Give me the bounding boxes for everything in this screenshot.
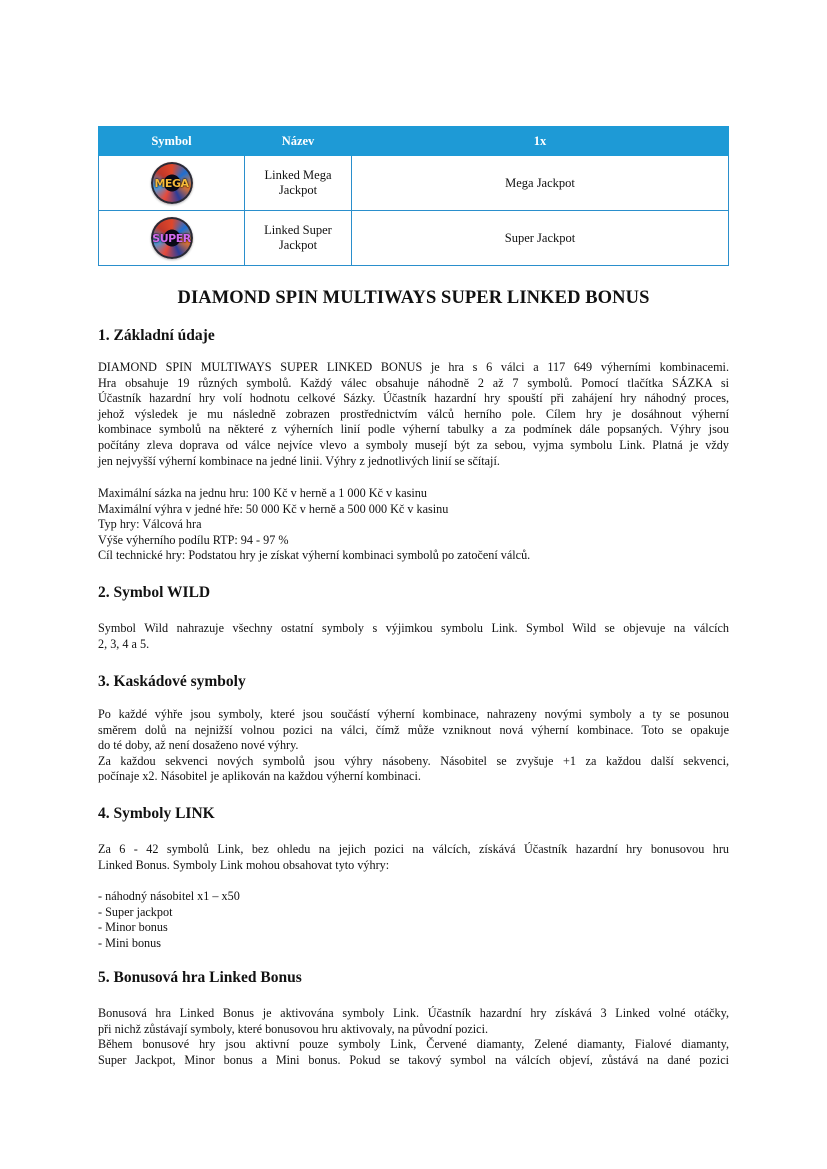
text-line: Za každou sekvenci nových symbolů jsou výhry násobeny. Násobitel se zvyšuje +1 za každou další sekvenci,	[98, 753, 729, 768]
document-title: DIAMOND SPIN MULTIWAYS SUPER LINKED BONUS	[177, 288, 650, 308]
super-jackpot-icon	[151, 217, 193, 259]
name-line: Jackpot	[278, 183, 318, 197]
text-line: počítány zleva doprava od válce nejvíce vlevo a symboly musejí být za sebou, vyjma symbolu Link. Platná je vždy	[98, 437, 729, 452]
text-line: Za 6 - 42 symbolů Link, bez ohledu na jejich pozici na válcích, získává Účastník hazardní hry bonusovou hru	[98, 842, 729, 856]
text-line: Bonusová hra Linked Bonus je aktivována symboly Link. Účastník hazardní hry získává 3 Linked volné otáčky,	[98, 1006, 729, 1020]
table-header-row	[99, 127, 729, 156]
symbol-cell	[99, 211, 245, 266]
info-line: Typ hry: Válcová hra	[98, 517, 202, 532]
text-line: Během bonusové hry jsou aktivní pouze symboly Link, Červené diamanty, Zelené diamanty, Fialové diamanty,	[98, 1037, 729, 1052]
info-line: Maximální výhra v jedné hře: 50 000 Kč v herně a 500 000 Kč v kasinu	[98, 501, 449, 516]
section-heading: 1. Základní údaje	[98, 327, 215, 344]
mega-badge-text: MEGA	[154, 176, 189, 190]
section-paragraph	[98, 360, 729, 469]
name-line: Linked Super	[264, 223, 332, 237]
text-line: do té doby, až není dosaženo nové výhry.	[98, 738, 299, 753]
text-line: Super Jackpot, Minor bonus a Mini bonus. Pokud se takový symbol na válcích objeví, zůstává na dané pozici	[98, 1052, 729, 1067]
section-heading: 4. Symboly LINK	[98, 805, 215, 822]
text-line: při nichž zůstávají symboly, které bonusovou hru aktivovaly, na původní pozici.	[98, 1021, 489, 1036]
list-item: - náhodný násobitel x1 – x50	[98, 889, 240, 903]
section-paragraph	[98, 621, 729, 652]
symbol-table	[98, 126, 729, 266]
game-info	[98, 486, 729, 564]
text-line: jen nejvyšší výherní kombinace na jedné linii. Výhry z jednotlivých linií se sčítají.	[98, 453, 500, 468]
section-paragraph	[98, 1006, 729, 1068]
text-line: Hra obsahuje 19 různých symbolů. Každý válec obsahuje náhodně 2 až 7 symbolů. Pomocí tlačítka SÁZKA si	[98, 375, 729, 390]
text-line: počínaje x2. Násobitel je aplikován na každou výherní kombinaci.	[98, 769, 421, 784]
info-line: Cíl technické hry: Podstatou hry je získat výherní kombinaci symbolů po zatočení válců.	[98, 548, 531, 563]
text-line: kombinace symbolů na některé z výherních linií podle výherní tabulky a za podmínek dále popsaných. Výhry jsou	[98, 422, 729, 437]
link-wins-list	[98, 889, 729, 951]
super-badge-text: SUPER	[152, 231, 191, 245]
name-cell	[245, 211, 352, 266]
mega-jackpot-icon	[151, 162, 193, 204]
name-cell	[245, 156, 352, 211]
table-row	[99, 211, 729, 266]
section-heading: 2. Symbol WILD	[98, 584, 211, 601]
text-line: 2, 3, 4 a 5.	[98, 636, 150, 651]
symbol-cell	[99, 156, 245, 211]
header-1x: 1x	[352, 127, 729, 156]
text-line: směrem dolů na nejnižší volnou pozici na válci, čímž může vzniknout nová výherní kombinace. Toto se opakuje	[98, 722, 729, 737]
text-line: DIAMOND SPIN MULTIWAYS SUPER LINKED BONUS je hra s 6 válci a 117 649 výherními kombinacemi.	[98, 360, 729, 374]
table-row	[99, 156, 729, 211]
list-item: - Super jackpot	[98, 904, 173, 919]
text-line: Účastník hazardní hry volí hodnotu celkové Sázky. Účastník hazardní hry spouští při zahájení hry náhodný proces,	[98, 391, 729, 406]
text-line: Linked Bonus. Symboly Link mohou obsahovat tyto výhry:	[98, 857, 390, 872]
name-line: Jackpot	[278, 238, 318, 252]
list-item: - Mini bonus	[98, 935, 161, 950]
text-line: Po každé výhře jsou symboly, které jsou součástí výherní kombinace, nahrazeny novými symboly a ty se posunou	[98, 707, 729, 721]
header-symbol: Symbol	[99, 127, 245, 156]
info-line: Výše výherního podílu RTP: 94 - 97 %	[98, 532, 289, 547]
section-heading: 3. Kaskádové symboly	[98, 673, 246, 690]
section-paragraph	[98, 842, 729, 873]
section-paragraph	[98, 707, 729, 785]
info-line: Maximální sázka na jednu hru: 100 Kč v herně a 1 000 Kč v kasinu	[98, 486, 427, 500]
text-line: Symbol Wild nahrazuje všechny ostatní symboly s výjimkou symbolu Link. Symbol Wild se objevuje na válcích	[98, 621, 729, 635]
name-line: Linked Mega	[264, 168, 332, 182]
value-cell: Mega Jackpot	[352, 156, 729, 211]
list-item: - Minor bonus	[98, 920, 168, 935]
value-cell: Super Jackpot	[352, 211, 729, 266]
header-name: Název	[245, 127, 352, 156]
text-line: jehož výsledek je mu následně zobrazen prostřednictvím válců herního pole. Cílem hry je dosáhnout výherní	[98, 406, 729, 421]
section-heading: 5. Bonusová hra Linked Bonus	[98, 969, 302, 986]
